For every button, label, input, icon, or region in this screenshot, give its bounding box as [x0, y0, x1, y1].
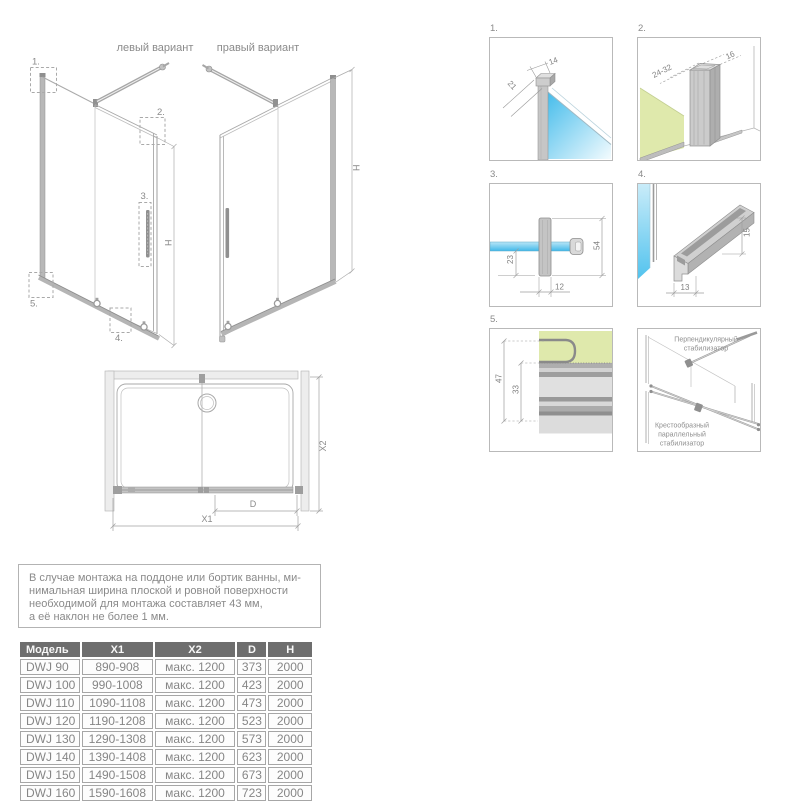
dim-33-lines: [519, 361, 541, 424]
cell-x2: макс. 1200: [155, 749, 236, 765]
cell-d: 573: [237, 731, 266, 747]
dim-x2-label: X2: [318, 440, 328, 452]
detail-panel-4-drawing: [638, 184, 760, 306]
dim-d-label: D: [249, 499, 257, 509]
left-dim-h-label: H: [163, 239, 174, 246]
cell-model: DWJ 130: [20, 731, 80, 747]
table-row: [20, 767, 312, 783]
cell-d: 723: [237, 785, 266, 801]
detail-panel-1-number: 1.: [490, 23, 498, 34]
header-d: D: [237, 642, 266, 657]
glass-pane: [548, 92, 611, 159]
cell-x1: 1090-1108: [82, 695, 152, 711]
cell-x1: 1290-1308: [82, 731, 152, 747]
right-dim-h-label: H: [351, 164, 362, 171]
cell-d: 423: [237, 677, 266, 693]
perpendicular-stabilizer-label-line1: Перпендикулярный: [674, 336, 738, 344]
cell-h: 2000: [268, 713, 312, 729]
table-row: [20, 731, 312, 747]
detail-panel-2: [637, 23, 761, 161]
cell-x2: макс. 1200: [155, 785, 236, 801]
cell-x1: 990-1008: [82, 677, 152, 693]
dim-33-label: 33: [511, 385, 521, 394]
right-fixed-panel: [331, 78, 336, 281]
table-row: [20, 659, 312, 675]
cell-x2: макс. 1200: [155, 677, 236, 693]
note-line-4: а её наклон не более 1 мм.: [29, 611, 169, 623]
cell-d: 473: [237, 695, 266, 711]
door-variants-drawing: [5, 25, 375, 355]
dim-12-label: 12: [555, 282, 564, 292]
right-variant-drawing: [203, 42, 362, 342]
model-dimensions-table: [18, 640, 314, 803]
cell-x2: макс. 1200: [155, 731, 236, 747]
cell-model: DWJ 110: [20, 695, 80, 711]
table-row: [20, 677, 312, 693]
cell-h: 2000: [268, 659, 312, 675]
cell-x1: 1490-1508: [82, 767, 152, 783]
callout-4-label: 4.: [115, 333, 123, 344]
table-row: [20, 695, 312, 711]
glass-section: [490, 242, 572, 251]
callout-5-label: 5.: [30, 298, 38, 310]
header-h: H: [268, 642, 312, 657]
divider-wall-bracket: [199, 374, 205, 383]
note-line-3: необходимой для монтажа составляет 43 мм,: [29, 598, 263, 610]
dim-47-label: 47: [494, 374, 504, 383]
cell-h: 2000: [268, 785, 312, 801]
right-door-handle: [226, 208, 230, 258]
cross-stabilizer-label-line1: Крестообразный: [654, 422, 710, 430]
cell-x2: макс. 1200: [155, 767, 236, 783]
cell-model: DWJ 140: [20, 749, 80, 765]
detail-panel-3-drawing: [490, 184, 612, 306]
cell-d: 523: [237, 713, 266, 729]
left-support-bar: [97, 63, 169, 102]
right-door-foot: [220, 336, 226, 342]
detail-panel-5-drawing: [490, 329, 612, 451]
cell-model: DWJ 150: [20, 767, 80, 783]
detail-panel-3: [489, 169, 613, 307]
cell-model: DWJ 90: [20, 659, 80, 675]
cross-stabilizer-label-line2: параллельный: [658, 431, 706, 439]
door-rail-plan: [113, 486, 303, 494]
detail-panel-6: [637, 328, 761, 452]
cell-d: 623: [237, 749, 266, 765]
dim-x1-label: X1: [201, 514, 213, 524]
cell-h: 2000: [268, 695, 312, 711]
detail-panel-3-number: 3.: [490, 169, 498, 180]
detail-panel-4: [637, 169, 761, 307]
cell-model: DWJ 120: [20, 713, 80, 729]
cell-d: 673: [237, 767, 266, 783]
sill-section-bands: [539, 363, 612, 434]
cell-model: DWJ 160: [20, 785, 80, 801]
table-row: [20, 713, 312, 729]
perpendicular-stabilizer-label-line2: стабилизатор: [683, 345, 729, 353]
callout-2-label: 2.: [157, 107, 165, 118]
dim-23-label: 23: [506, 255, 515, 264]
cross-stabilizer-label-line3: стабилизатор: [659, 440, 705, 448]
stabilizers-drawing: [638, 329, 760, 451]
cell-x1: 1390-1408: [82, 749, 152, 765]
detail-panel-4-number: 4.: [638, 169, 646, 180]
wall-surface: [640, 88, 684, 160]
dim-47-lines: [502, 339, 545, 424]
callout-3-label: 3.: [140, 191, 149, 202]
right-rollers: [225, 298, 281, 330]
left-rollers: [94, 298, 147, 330]
dim-23-lines: [498, 249, 535, 279]
detail-panel-5: [489, 314, 613, 452]
cell-h: 2000: [268, 767, 312, 783]
cell-x2: макс. 1200: [155, 659, 236, 675]
dim-15-label: 15: [742, 228, 752, 237]
table-row: [20, 785, 312, 801]
cell-x1: 890-908: [82, 659, 152, 675]
cell-x2: макс. 1200: [155, 695, 236, 711]
wall-profile-column: [690, 64, 720, 147]
handle-profile: [539, 218, 551, 276]
cell-x2: макс. 1200: [155, 713, 236, 729]
table-header-row: [20, 642, 312, 657]
left-variant-drawing: [29, 42, 193, 348]
right-support-bar: [203, 65, 277, 104]
table-row: [20, 749, 312, 765]
wall-profile: [538, 83, 548, 160]
dim-24-32-label: 24-32: [650, 62, 674, 80]
dim-21-label: 21: [505, 78, 519, 92]
dim-54-label: 54: [592, 241, 602, 250]
header-model: Модель: [20, 642, 80, 657]
left-fixed-panel: [40, 76, 45, 278]
detail-panel-2-number: 2.: [638, 23, 646, 34]
note-line-2: нимальная ширина плоской и ровной поверхности: [29, 585, 289, 597]
plan-wall-left: [105, 371, 114, 511]
detail-panel-2-drawing: [638, 38, 760, 160]
cell-h: 2000: [268, 677, 312, 693]
detail-panel-5-number: 5.: [490, 314, 498, 325]
cell-x1: 1190-1208: [82, 713, 152, 729]
note-line-1: В случае монтажа на поддоне или бортик ванны, ми-: [29, 572, 301, 584]
dim-14-label: 14: [547, 55, 560, 67]
right-variant-title: правый вариант: [216, 42, 300, 54]
cell-h: 2000: [268, 731, 312, 747]
installation-note: [18, 564, 321, 628]
dim-16-label: 16: [724, 49, 737, 62]
left-fixed-panel-cap: [40, 73, 46, 77]
header-x1: X1: [82, 642, 152, 657]
cell-model: DWJ 100: [20, 677, 80, 693]
cell-d: 373: [237, 659, 266, 675]
callout-1-label: 1.: [32, 56, 40, 68]
cell-x1: 1590-1608: [82, 785, 152, 801]
detail-panel-1: [489, 23, 613, 161]
header-x2: X2: [155, 642, 236, 657]
left-variant-title: левый вариант: [116, 42, 194, 54]
shower-tray-outer: [117, 384, 293, 492]
glass-pane: [638, 184, 650, 279]
cell-h: 2000: [268, 749, 312, 765]
plan-view-drawing: [90, 358, 355, 543]
dim-13-label: 13: [680, 283, 690, 292]
detail-panel-1-drawing: [490, 38, 612, 160]
